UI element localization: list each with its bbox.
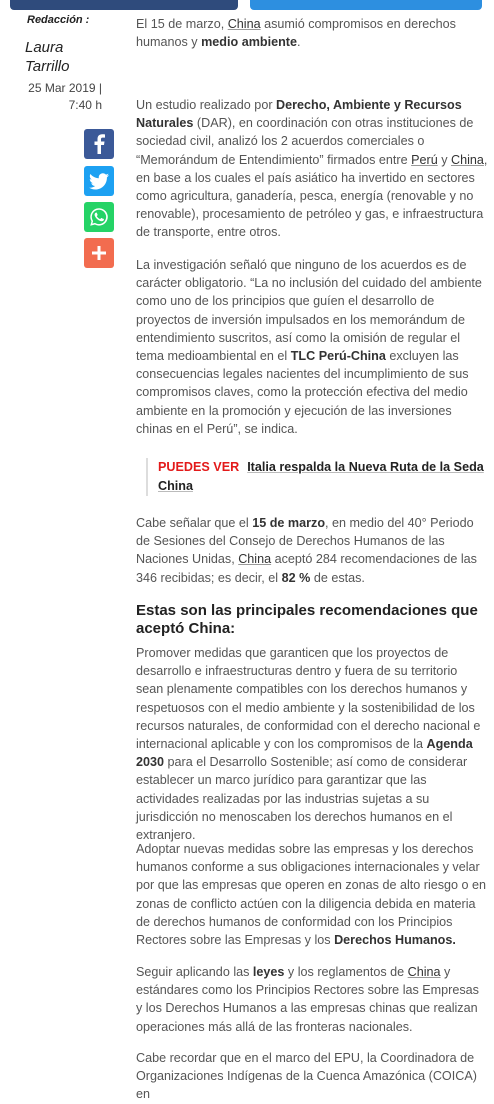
text: (DAR), en coordinación con otras instituciones de sociedad civil, analizó los 2 acuerdos comerciales o “Memorándum de Entendimiento” firmados entre bbox=[136, 116, 474, 167]
bold-text: Derecho, Ambiente y Recursos Naturales bbox=[136, 98, 462, 131]
paragraph-7 bbox=[136, 963, 488, 1036]
paragraph-5 bbox=[136, 644, 488, 844]
plus-icon bbox=[92, 246, 106, 260]
facebook-share-button[interactable] bbox=[84, 129, 114, 159]
related-article-box bbox=[146, 458, 494, 496]
paragraph-6 bbox=[136, 840, 488, 949]
china-link[interactable]: China bbox=[451, 152, 484, 167]
twitter-share-button[interactable] bbox=[84, 166, 114, 196]
paragraph-8 bbox=[136, 1049, 488, 1104]
paragraph-4 bbox=[136, 514, 488, 587]
china-link[interactable]: China bbox=[238, 552, 272, 567]
text: excluyen las consecuencias legales nacientes del incumplimiento de sus compromisos claves, como la protección efectiva del medio ambiente en la promoción y ejecución de las inversiones chinas en el Perú”, se indica. bbox=[136, 349, 469, 436]
text: . bbox=[296, 35, 301, 50]
top-action-button-right[interactable] bbox=[250, 0, 482, 10]
facebook-icon bbox=[92, 134, 106, 154]
china-link[interactable]: China bbox=[407, 965, 441, 979]
bold-text: TLC Perú-China bbox=[290, 349, 386, 364]
whatsapp-share-button[interactable] bbox=[84, 202, 114, 232]
text: para el Desarrollo Sostenible; así como de considerar establecer un marco jurídico para garantizar que las actividades realizadas por las industrias sujetas a su jurisdicción no menoscaben los derechos humanos en el extranjero. bbox=[136, 755, 468, 843]
bold-text: 82 % bbox=[281, 570, 311, 585]
twitter-icon bbox=[89, 173, 109, 190]
text: Promover medidas que garanticen que los proyectos de desarrollo e infraestructuras dentro y fuera de su territorio sean plenamente compatibles con los derechos humanos y respetuosos con el medio ambiente y la sostenibilidad de los recursos naturales, de conformidad con el derecho nacional e internacional aplicable y con los compromisos de la bbox=[136, 646, 481, 752]
top-action-button-left[interactable] bbox=[10, 0, 238, 10]
more-share-button[interactable] bbox=[84, 238, 114, 268]
whatsapp-icon bbox=[89, 207, 109, 227]
text: Cabe recordar que en el marco del EPU, la Coordinadora de Organizaciones Indígenas de la Cuenca Amazónica (COICA) en bbox=[136, 1051, 477, 1102]
text: Seguir aplicando las bbox=[136, 965, 253, 979]
bold-text: medio ambiente bbox=[201, 35, 297, 50]
text: y los reglamentos de bbox=[284, 965, 408, 979]
peru-link[interactable]: Perú bbox=[411, 152, 438, 167]
publish-date bbox=[2, 80, 102, 114]
text: , en medio del 40° Periodo de Sesiones del Consejo de Derechos Humanos de las Naciones Unidas, bbox=[136, 516, 474, 567]
text: La investigación señaló que ninguno de los acuerdos es de carácter obligatorio. “La no inclusión del cuidado del ambiente como uno de los principios que guíen el desarrollo de proyectos de inversión impulsados en los memorándum de entendimiento suscritos, así como la omisión de regular el tema medioambiental en el bbox=[136, 258, 482, 364]
text: , en base a los cuales el país asiático ha invertido en sectores como agricultura, ganadería, pesca, energía (renovable y no renovable), procesamiento de petróleo y gas, e infraestructura de transporte, entre otros. bbox=[136, 152, 488, 240]
china-link[interactable]: China bbox=[227, 17, 261, 31]
publish-time: 7:40 h bbox=[68, 98, 102, 112]
paragraph-2 bbox=[136, 96, 488, 242]
text: Cabe señalar que el bbox=[136, 516, 253, 530]
related-article-link[interactable]: Italia respalda la Nueva Ruta de la Seda China bbox=[158, 460, 484, 493]
section-heading: Estas son las principales recomendaciones que aceptó China: bbox=[136, 602, 478, 637]
text: asumió compromisos en derechos humanos y bbox=[136, 17, 456, 50]
bold-text: Agenda 2030 bbox=[136, 737, 473, 770]
text: y bbox=[437, 152, 451, 167]
text: de estas. bbox=[310, 570, 365, 585]
text: y estándares como los Principios Rectores sobre las Empresas y los Derechos Humanos a las empresas chinas que realizan operaciones más allá de las fronteras nacionales. bbox=[136, 965, 479, 1034]
bold-text: leyes bbox=[252, 965, 285, 979]
publish-date-day: 25 Mar 2019 | bbox=[28, 81, 102, 95]
paragraph-1 bbox=[136, 15, 488, 51]
paragraph-3 bbox=[136, 256, 488, 438]
related-label: PUEDES VER bbox=[158, 460, 240, 474]
bold-text: 15 de marzo bbox=[252, 516, 326, 530]
byline-role: Redacción : bbox=[27, 14, 90, 26]
text: Un estudio realizado por bbox=[136, 98, 277, 112]
text: aceptó 284 recomendaciones de las 346 recibidas; es decir, el bbox=[136, 552, 477, 585]
author-name[interactable]: Laura Tarrillo bbox=[25, 39, 70, 75]
text: Adoptar nuevas medidas sobre las empresas y los derechos humanos conforme a sus obligaciones internacionales y velar por que las empresas que operen en zonas de alto riesgo o en zonas de conflicto actúen con la diligencia debida en materia de derechos humanos de conformidad con los Principios Rectores sobre las Empresas y los bbox=[136, 842, 487, 948]
bold-text: Derechos Humanos. bbox=[334, 933, 456, 948]
text: El 15 de marzo, bbox=[136, 17, 228, 31]
